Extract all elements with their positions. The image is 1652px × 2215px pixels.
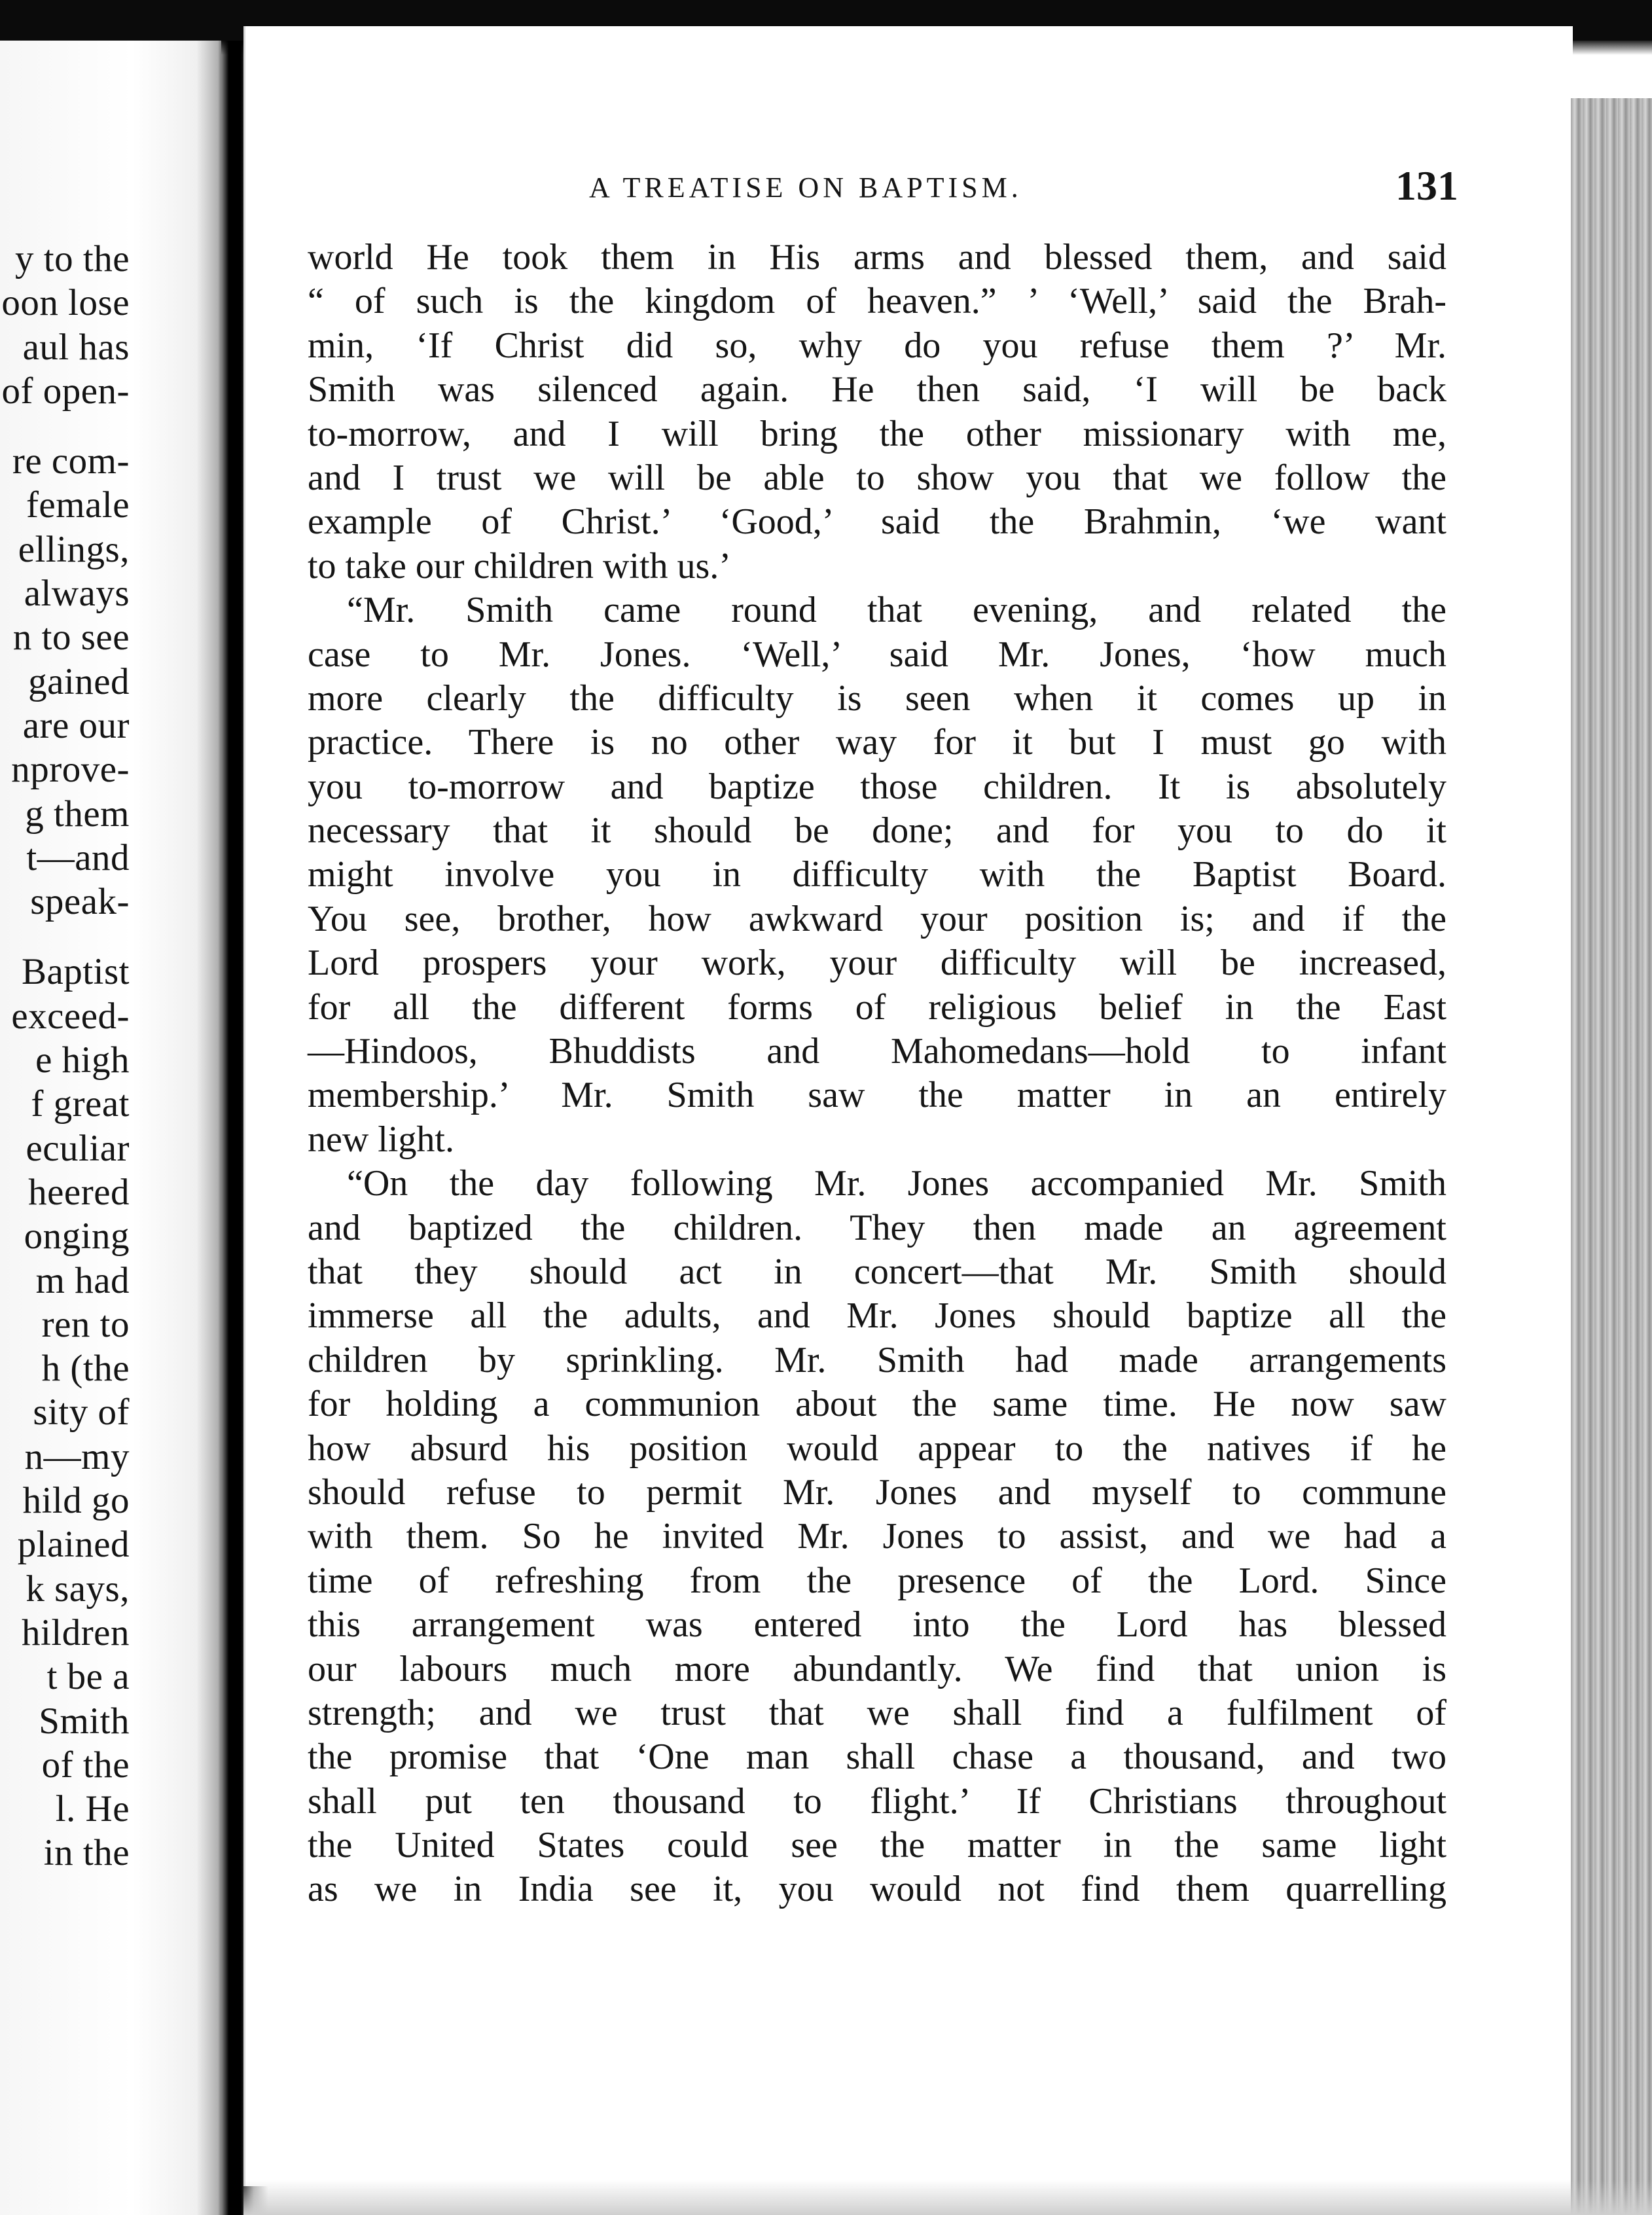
text-line: necessary that it should be done; and for you to do it	[308, 810, 1446, 852]
text-line: —Hindoos, Bhuddists and Mahomedans—hold to infant	[308, 1031, 1446, 1072]
text-line: “On the day following Mr. Jones accompanied Mr. Smith	[347, 1163, 1446, 1204]
left-page-line: female	[26, 484, 130, 526]
left-page-line: m had	[35, 1259, 130, 1301]
text-line: children by sprinkling. Mr. Smith had made arrangements	[308, 1339, 1446, 1380]
left-page-line: always	[24, 573, 130, 615]
scan-bottom-shadow	[243, 2180, 1652, 2215]
text-line: min, ‘If Christ did so, why do you refuse them ?’ Mr.	[308, 325, 1446, 366]
left-page-line: gained	[28, 660, 130, 702]
page-number: 131	[1395, 162, 1458, 209]
left-page-line: Baptist	[21, 951, 130, 993]
text-line: new light.	[308, 1119, 454, 1160]
left-page-line: heered	[28, 1171, 130, 1213]
left-page-line: h (the	[41, 1348, 130, 1390]
text-line: this arrangement was entered into the Lord has blessed	[308, 1604, 1446, 1646]
text-line: case to Mr. Jones. ‘Well,’ said Mr. Jones, ‘how much	[308, 634, 1446, 675]
text-line: that they should act in concert—that Mr. Smith should	[308, 1251, 1446, 1292]
left-page-line: Smith	[39, 1700, 130, 1742]
left-page-line: speak-	[30, 881, 130, 923]
left-page-line: plained	[17, 1524, 130, 1566]
text-line: and I trust we will be able to show you that we follow the	[308, 457, 1446, 498]
left-page-line: exceed-	[11, 995, 130, 1037]
left-page	[0, 41, 221, 2215]
left-page-line: k says,	[26, 1568, 130, 1610]
text-line: you to-morrow and baptize those children. It is absolutely	[308, 766, 1446, 807]
text-line: with them. So he invited Mr. Jones to assist, and we had a	[308, 1516, 1446, 1557]
text-line: for all the different forms of religious belief in the East	[308, 986, 1446, 1028]
text-line: might involve you in difficulty with the Baptist Board.	[308, 854, 1446, 895]
text-line: immerse all the adults, and Mr. Jones should baptize all the	[308, 1295, 1446, 1337]
left-page-line: oon lose	[1, 282, 130, 324]
text-line: example of Christ.’ ‘Good,’ said the Brahmin, ‘we want	[308, 501, 1446, 543]
left-page-line: y to the	[15, 238, 130, 279]
text-line: Smith was silenced again. He then said, ‘I will be back	[308, 369, 1446, 410]
text-line: Lord prospers your work, your difficulty will be increased,	[308, 943, 1446, 984]
text-line: world He took them in His arms and blessed them, and said	[308, 237, 1446, 278]
text-line: strength; and we trust that we shall find a fulfilment of	[308, 1692, 1446, 1733]
text-line: our labours much more abundantly. We find that union is	[308, 1648, 1446, 1689]
text-line: membership.’ Mr. Smith saw the matter in an entirely	[308, 1075, 1446, 1116]
text-line: “ of such is the kingdom of heaven.” ’ ‘Well,’ said the Brah-	[308, 281, 1446, 322]
left-page-text	[0, 237, 221, 2004]
left-page-line: nprove-	[11, 749, 130, 791]
left-page-line: t be a	[46, 1656, 130, 1698]
left-page-line: sity of	[33, 1392, 130, 1433]
page-edges	[1571, 98, 1652, 2215]
left-page-line: n to see	[12, 617, 130, 658]
body-text	[308, 236, 1446, 1912]
text-line: “Mr. Smith came round that evening, and related the	[347, 590, 1446, 631]
text-line: the United States could see the matter in the same light	[308, 1825, 1446, 1866]
left-page-line: e high	[35, 1039, 130, 1081]
text-line: to-morrow, and I will bring the other missionary with me,	[308, 413, 1446, 454]
left-page-line: t—and	[26, 837, 130, 878]
left-page-line: f great	[31, 1083, 130, 1125]
left-page-line: ren to	[41, 1303, 130, 1345]
text-line: should refuse to permit Mr. Jones and myself to commune	[308, 1471, 1446, 1513]
text-line: for holding a communion about the same time. He now saw	[308, 1384, 1446, 1425]
left-page-line: l. He	[55, 1788, 130, 1830]
left-page-line: in the	[43, 1832, 130, 1874]
text-line: You see, brother, how awkward your position is; and if the	[308, 898, 1446, 939]
left-page-line: are our	[22, 704, 130, 746]
left-page-line: n—my	[24, 1435, 130, 1477]
left-page-line: of the	[41, 1744, 130, 1786]
left-page-line: aul has	[22, 326, 130, 368]
text-line: the promise that ‘One man shall chase a thousand, and two	[308, 1737, 1446, 1778]
text-line: shall put ten thousand to flight.’ If Christians throughout	[308, 1780, 1446, 1822]
text-line: more clearly the difficulty is seen when it comes up in	[308, 677, 1446, 719]
text-line: practice. There is no other way for it but I must go with	[308, 722, 1446, 763]
left-page-line: ellings,	[18, 528, 130, 570]
left-page-line: eculiar	[26, 1127, 130, 1169]
left-page-line: g them	[25, 793, 130, 835]
left-page-line: re com-	[12, 441, 130, 482]
text-line: and baptized the children. They then made an agreement	[308, 1207, 1446, 1248]
text-line: time of refreshing from the presence of the Lord. Since	[308, 1560, 1446, 1601]
text-line: how absurd his position would appear to the natives if he	[308, 1428, 1446, 1469]
left-page-line: hild go	[22, 1480, 130, 1522]
running-head: A TREATISE ON BAPTISM.	[589, 171, 1022, 204]
left-page-line: onging	[24, 1216, 130, 1257]
left-page-line	[0, 413, 221, 439]
left-page-line: of open-	[1, 370, 130, 412]
left-page-line	[0, 924, 221, 950]
left-page-line: hildren	[22, 1612, 130, 1653]
text-line: as we in India see it, you would not find them quarrelling	[308, 1869, 1446, 1910]
text-line: to take our children with us.’	[308, 545, 731, 586]
